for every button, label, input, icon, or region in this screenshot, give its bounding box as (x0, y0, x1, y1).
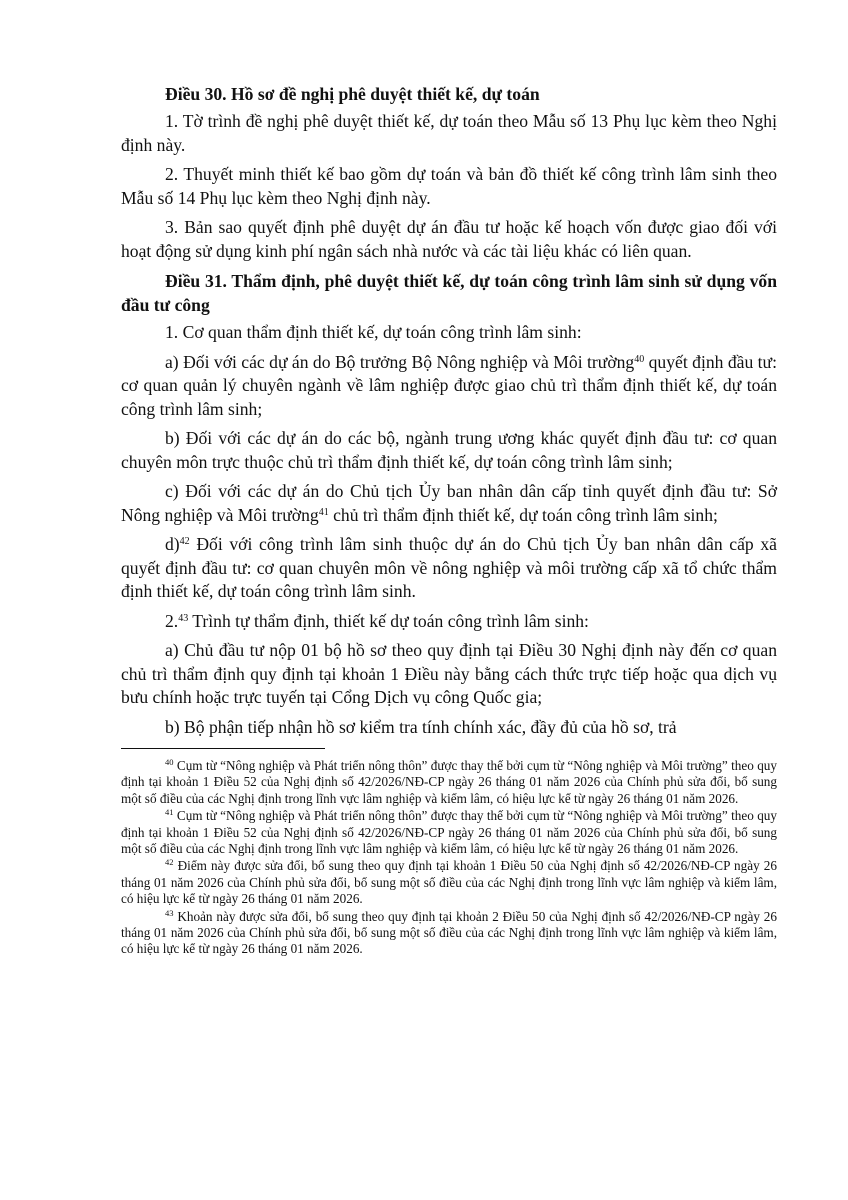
article-31-point-a (121, 351, 777, 422)
article-30-item-2: 2. Thuyết minh thiết kế bao gồm dự toán và bản đồ thiết kế công trình lâm sinh theo Mẫu số 14 Phụ lục kèm theo Nghị định này. (121, 164, 777, 208)
clause-2-label: 2. (165, 610, 179, 631)
footnote-42 (121, 858, 777, 907)
article-30 (121, 82, 777, 263)
footnote-number: 41 (165, 807, 174, 818)
footnote-text: Cụm từ “Nông nghiệp và Phát triển nông thôn” được thay thế bởi cụm từ “Nông nghiệp và Môi trường” theo quy định tại khoản 1 Điều 52 của Nghị định số 42/2026/NĐ-CP ngày 26 tháng 01 năm 2026 của Chính phủ sửa đổi, bổ sung một số điều của các Nghị định trong lĩnh vực lâm nghiệp và kiểm lâm, có hiệu lực kể từ ngày 26 tháng 01 năm 2026. (121, 758, 777, 806)
article-31-clause-2-point-a: a) Chủ đầu tư nộp 01 bộ hồ sơ theo quy định tại Điều 30 Nghị định này đến cơ quan chủ trì thẩm định quy định tại khoản 1 Điều này bằng cách thức trực tiếp hoặc qua dịch vụ bưu chính hoặc trực tuyến tại Cổng Dịch vụ công Quốc gia; (121, 640, 777, 707)
article-31-clause-2-point-b: b) Bộ phận tiếp nhận hồ sơ kiểm tra tính chính xác, đầy đủ của hồ sơ, trả (165, 716, 677, 737)
footnotes (121, 758, 777, 958)
article-31-clause-2 (121, 610, 777, 634)
point-d-label: d) (165, 534, 180, 554)
article-30-item-3: 3. Bản sao quyết định phê duyệt dự án đầu tư hoặc kế hoạch vốn được giao đối với hoạt động sử dụng kinh phí ngân sách nhà nước và các tài liệu khác có liên quan. (121, 217, 777, 261)
footnote-text: Cụm từ “Nông nghiệp và Phát triển nông thôn” được thay thế bởi cụm từ “Nông nghiệp và Môi trường” theo quy định tại khoản 1 Điều 52 của Nghị định số 42/2026/NĐ-CP ngày 26 tháng 01 năm 2026 của Chính phủ sửa đổi, bổ sung một số điều của các Nghị định trong lĩnh vực lâm nghiệp và kiểm lâm, có hiệu lực kể từ ngày 26 tháng 01 năm 2026. (121, 808, 777, 857)
clause-2-text: Trình tự thẩm định, thiết kế dự toán công trình lâm sinh: (188, 610, 589, 631)
footnote-ref-42[interactable]: 42 (179, 536, 190, 547)
point-a-text-end: quyết định đầu tư: cơ quan quản lý chuyên ngành về lâm nghiệp được giao chủ trì thẩm định thiết kế, dự toán công trình lâm sinh; (121, 351, 777, 419)
article-31 (121, 269, 777, 739)
point-a-text-start: a) Đối với các dự án do Bộ trưởng Bộ Nông nghiệp và Môi trường (165, 351, 635, 372)
footnote-40 (121, 758, 777, 807)
article-31-point-c (121, 480, 777, 527)
footnote-41 (121, 808, 777, 857)
footnote-text: Khoản này được sửa đổi, bổ sung theo quy định tại khoản 2 Điều 50 của Nghị định số 42/2026/NĐ-CP ngày 26 tháng 01 năm 2026 của Chính phủ sửa đổi, bổ sung một số điều của các Nghị định trong lĩnh vực lâm nghiệp và kiểm lâm, có hiệu lực kể từ ngày 26 tháng 01 năm 2026. (121, 908, 777, 957)
footnote-number: 42 (165, 857, 174, 868)
article-30-item-1: 1. Tờ trình đề nghị phê duyệt thiết kế, dự toán theo Mẫu số 13 Phụ lục kèm theo Nghị định này. (121, 111, 777, 155)
footnote-number: 40 (165, 757, 174, 767)
document-page (121, 82, 777, 959)
article-31-point-b: b) Đối với các dự án do các bộ, ngành trung ương khác quyết định đầu tư: cơ quan chuyên môn trực thuộc chủ trì thẩm định thiết kế, dự toán công trình lâm sinh; (121, 428, 777, 472)
footnote-ref-43[interactable]: 43 (178, 612, 189, 624)
article-31-title: Điều 31. Thẩm định, phê duyệt thiết kế, dự toán công trình lâm sinh sử dụng vốn đầu tư công (121, 271, 777, 315)
point-d-text: Đối với công trình lâm sinh thuộc dự án do Chủ tịch Ủy ban nhân dân cấp xã quyết định đầu tư: cơ quan chuyên môn về nông nghiệp và môi trường cấp xã tổ chức thẩm định thiết kế, dự toán công trình lâm sinh. (121, 534, 777, 601)
footnote-ref-41[interactable]: 41 (318, 506, 329, 518)
article-30-title: Điều 30. Hồ sơ đề nghị phê duyệt thiết kế, dự toán (165, 84, 540, 104)
point-c-text-start: c) Đối với các dự án do Chủ tịch Ủy ban nhân dân cấp tỉnh quyết định đầu tư: Sở Nông nghiệp và Môi trường (121, 481, 777, 525)
article-31-clause-1: 1. Cơ quan thẩm định thiết kế, dự toán công trình lâm sinh: (165, 322, 582, 342)
footnote-text: Điểm này được sửa đổi, bổ sung theo quy định tại khoản 1 Điều 50 của Nghị định số 42/2026/NĐ-CP ngày 26 tháng 01 năm 2026 của Chính phủ sửa đổi, bổ sung một số điều của các Nghị định trong lĩnh vực lâm nghiệp và kiểm lâm, có hiệu lực kể từ ngày 26 tháng 01 năm 2026. (121, 858, 777, 907)
footnote-number: 43 (165, 907, 174, 918)
footnote-separator (121, 748, 325, 749)
footnote-43 (121, 909, 777, 958)
footnote-ref-40[interactable]: 40 (634, 353, 645, 365)
point-c-text-end: chủ trì thẩm định thiết kế, dự toán công trình lâm sinh; (328, 504, 718, 525)
article-31-point-d (121, 533, 777, 604)
